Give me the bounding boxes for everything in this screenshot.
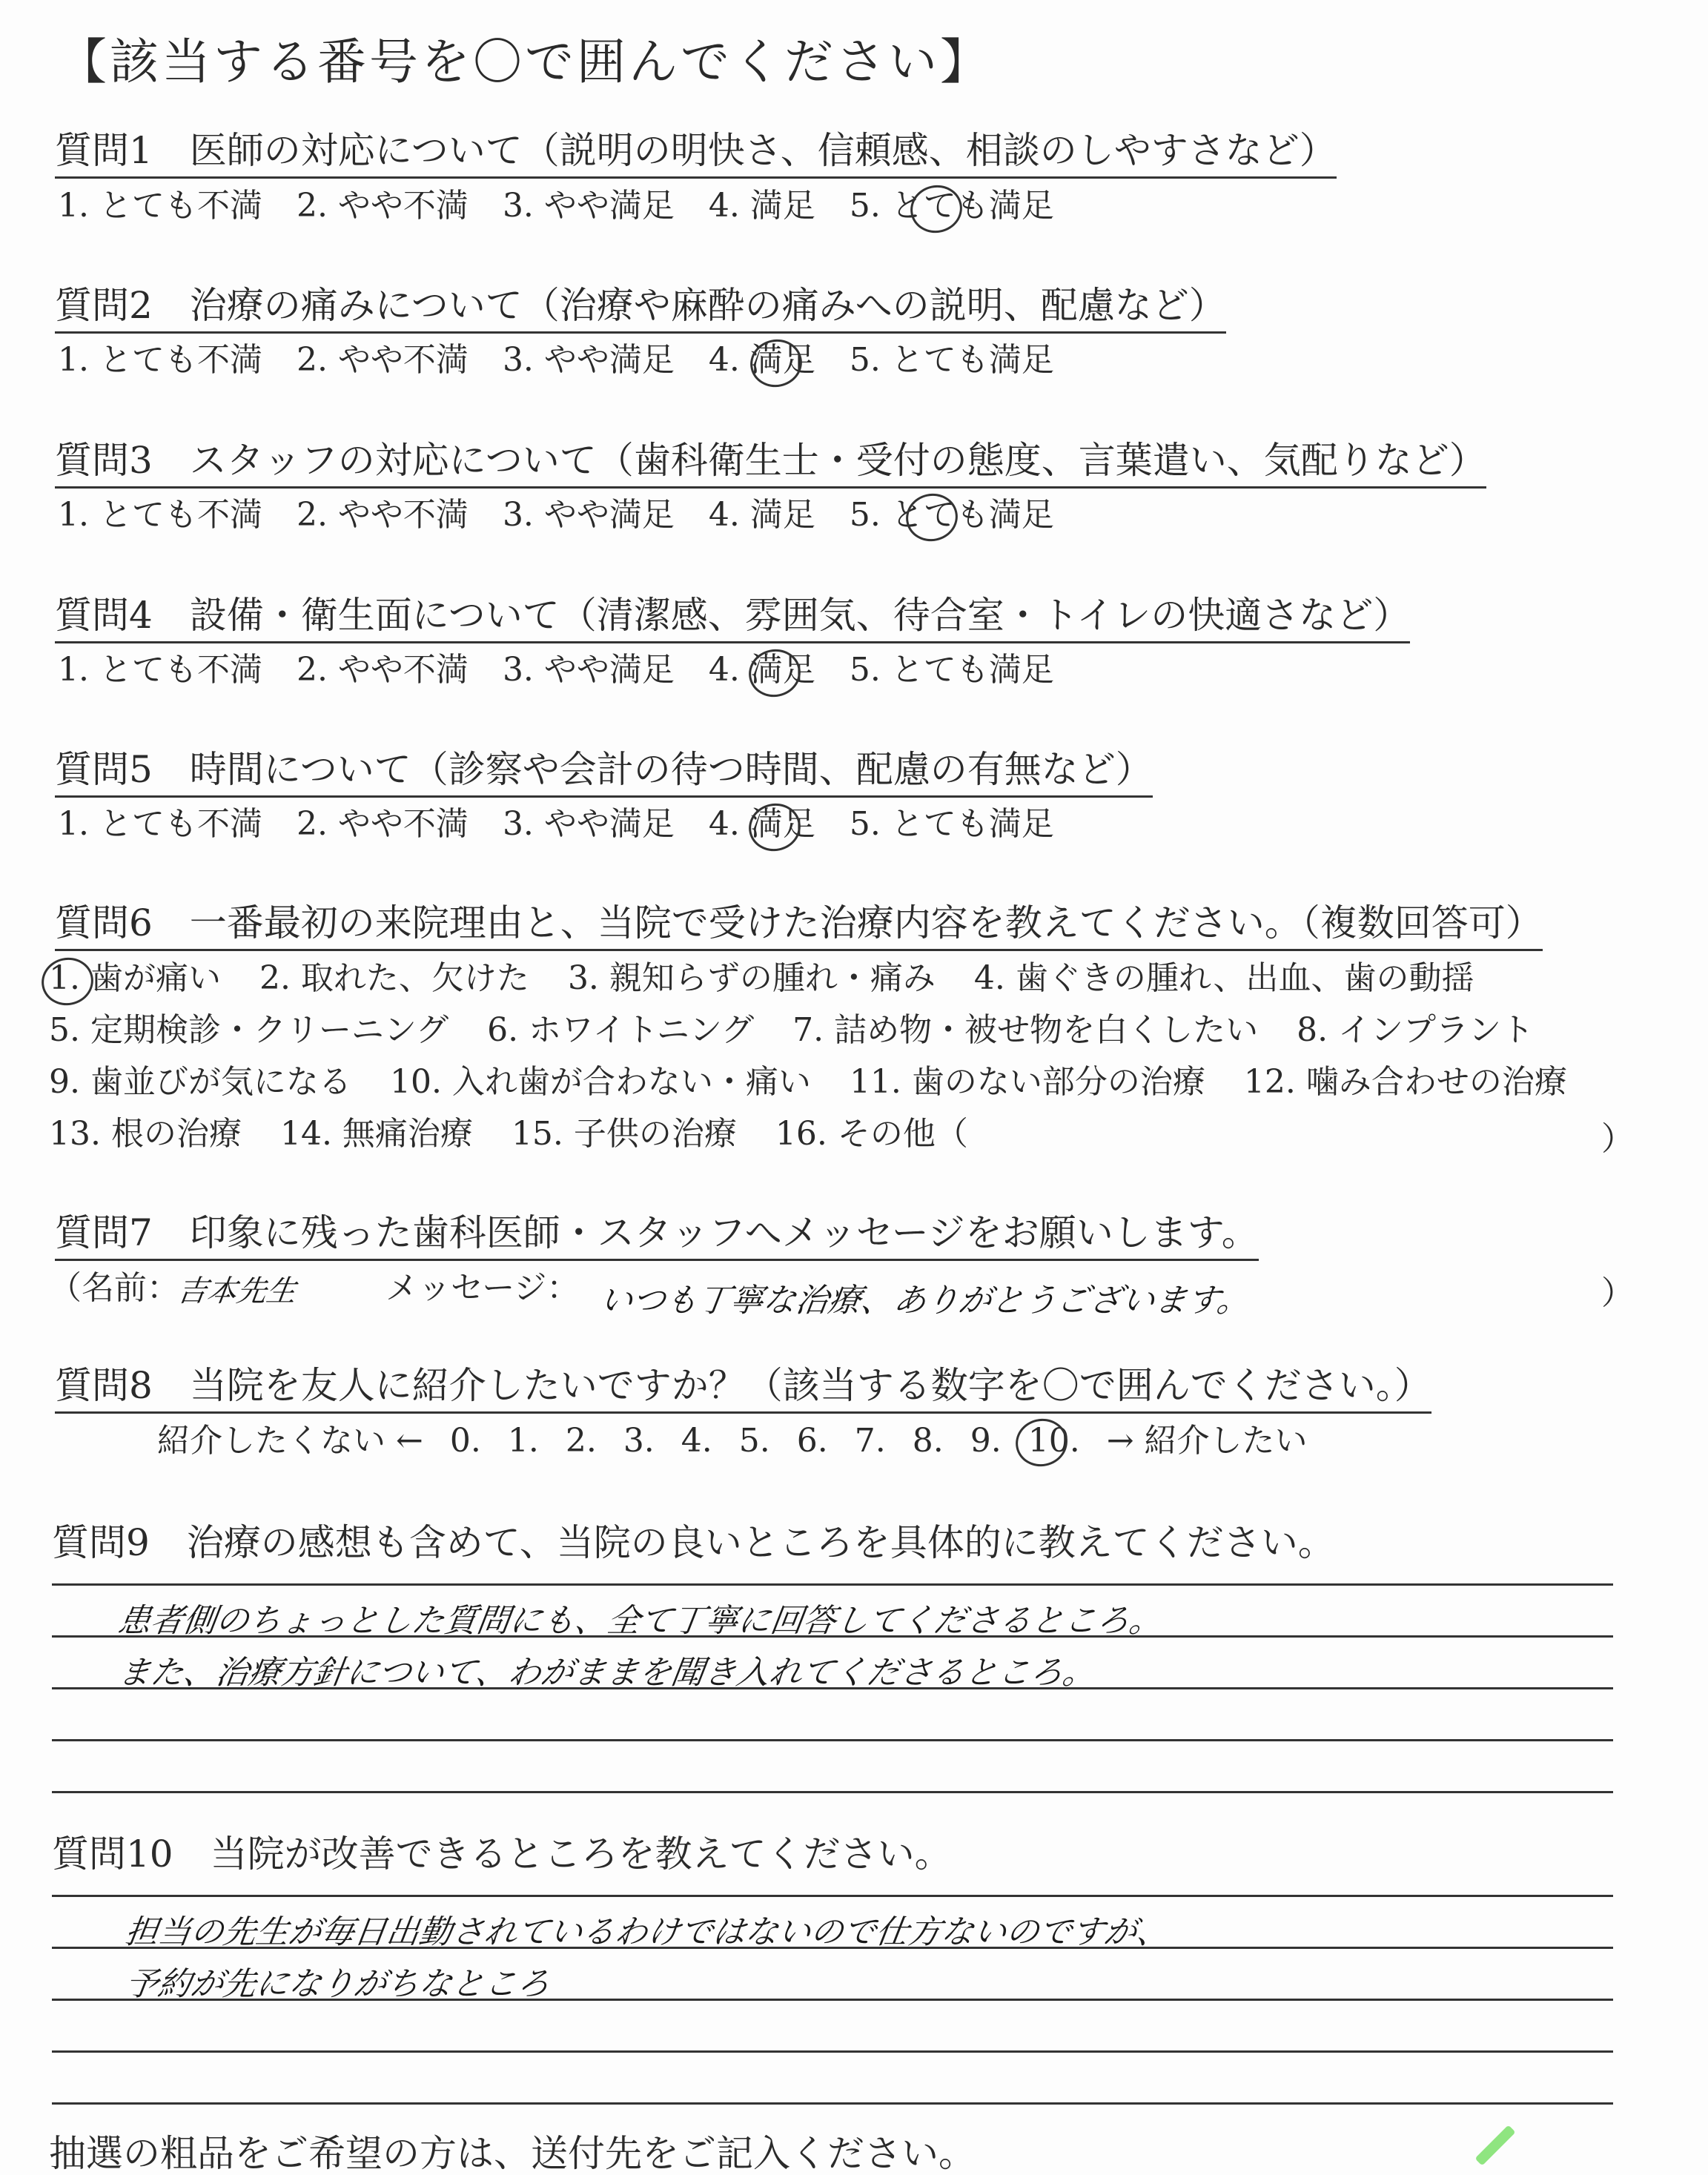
answer-line xyxy=(52,1791,1613,1793)
q10-answer-line-1[interactable]: 担当の先生が毎日出勤されているわけではないので仕方ないのですが、 xyxy=(122,1913,1172,1951)
option[interactable]: 7. 詰め物・被せ物を白くしたい xyxy=(792,1011,1259,1049)
q10-answer-line-2[interactable]: 予約が先になりがちなところ xyxy=(122,1965,552,2003)
option[interactable]: 1. とても不満 xyxy=(58,187,262,225)
option[interactable]: 4. 満足 xyxy=(708,341,815,379)
q7-message-handwritten[interactable]: いつも丁寧な治療、ありがとうございます。 xyxy=(597,1282,1253,1320)
option[interactable]: 2. やや不満 xyxy=(296,496,469,534)
option[interactable]: 4. 満足 xyxy=(708,651,815,689)
option[interactable]: 1. とても不満 xyxy=(58,341,262,379)
q8-scale xyxy=(157,1422,1334,1460)
question-1: 質問1 医師の対応について（説明の明快さ、信頼感、相談のしやすさなど） xyxy=(55,132,1337,179)
q4-options xyxy=(58,651,1088,689)
option[interactable]: 2. やや不満 xyxy=(296,651,469,689)
scale-number[interactable]: 2. xyxy=(565,1422,597,1460)
q5-options xyxy=(58,805,1088,843)
page-title: 【該当する番号を〇で囲んでください】 xyxy=(58,33,992,90)
scale-number[interactable]: 8. xyxy=(912,1422,944,1460)
option[interactable]: 13. 根の治療 xyxy=(49,1115,242,1153)
option[interactable]: 5. とても満足 xyxy=(849,651,1054,689)
answer-line xyxy=(52,1739,1613,1741)
option[interactable]: 10. 入れ歯が合わない・痛い xyxy=(389,1063,811,1101)
option[interactable]: 3. やや満足 xyxy=(502,341,675,379)
q7-name-label: （名前： xyxy=(49,1269,179,1307)
scale-number[interactable]: 4. xyxy=(681,1422,712,1460)
question-10: 質問10 当院が改善できるところを教えてください。 xyxy=(52,1833,952,1876)
q6-other-close-paren: ） xyxy=(1601,1120,1634,1158)
answer-line xyxy=(52,2050,1613,2053)
option[interactable]: 1. 歯が痛い xyxy=(49,959,221,997)
option[interactable]: 5. とても満足 xyxy=(849,496,1054,534)
q6-options-row-1 xyxy=(49,959,1513,997)
question-8: 質問8 当院を友人に紹介したいですか？（該当する数字を〇で囲んでください。） xyxy=(55,1367,1431,1414)
option[interactable]: 3. やや満足 xyxy=(502,187,675,225)
option[interactable]: 5. とても満足 xyxy=(849,187,1054,225)
scale-number[interactable]: 3. xyxy=(623,1422,655,1460)
option[interactable]: 1. とても不満 xyxy=(58,805,262,843)
scale-number[interactable]: 5. xyxy=(738,1422,770,1460)
option[interactable]: 6. ホワイトニング xyxy=(487,1011,755,1049)
q6-options-row-4 xyxy=(49,1115,1007,1153)
scale-right-label: → 紹介したい xyxy=(1106,1422,1308,1460)
option[interactable]: 2. やや不満 xyxy=(296,341,469,379)
option[interactable]: 2. やや不満 xyxy=(296,187,469,225)
q9-answer-line-1[interactable]: 患者側のちょっとした質問にも、全て丁寧に回答してくださるところ。 xyxy=(115,1602,1165,1640)
answer-line xyxy=(52,2102,1613,2105)
scale-number[interactable]: 10. xyxy=(1027,1422,1080,1460)
scale-left-label: 紹介したくない ← xyxy=(157,1422,423,1460)
option[interactable]: 5. とても満足 xyxy=(849,341,1054,379)
question-6: 質問6 一番最初の来院理由と、当院で受けた治療内容を教えてください。（複数回答可） xyxy=(55,904,1543,951)
option[interactable]: 3. 親知らずの腫れ・痛み xyxy=(567,959,936,997)
question-9: 質問9 治療の感想も含めて、当院の良いところを具体的に教えてください。 xyxy=(52,1521,1335,1564)
q7-close-paren: ） xyxy=(1601,1274,1634,1312)
scale-number[interactable]: 9. xyxy=(970,1422,1002,1460)
option[interactable]: 5. とても満足 xyxy=(849,805,1054,843)
option[interactable]: 2. やや不満 xyxy=(296,805,469,843)
option[interactable]: 4. 満足 xyxy=(708,805,815,843)
answer-line xyxy=(52,1583,1613,1586)
question-3: 質問3 スタッフの対応について（歯科衛生士・受付の態度、言葉遣い、気配りなど） xyxy=(55,442,1486,489)
option[interactable]: 4. 満足 xyxy=(708,496,815,534)
footer-note: 抽選の粗品をご希望の方は、送付先をご記入ください。 xyxy=(49,2132,976,2175)
question-2: 質問2 治療の痛みについて（治療や麻酔の痛みへの説明、配慮など） xyxy=(55,287,1226,334)
option[interactable]: 2. 取れた、欠けた xyxy=(259,959,529,997)
option[interactable]: 1. とても不満 xyxy=(58,496,262,534)
answer-line xyxy=(52,1687,1613,1689)
option[interactable]: 15. 子供の治療 xyxy=(511,1115,737,1153)
question-7: 質問7 印象に残った歯科医師・スタッフへメッセージをお願いします。 xyxy=(55,1214,1259,1261)
option[interactable]: 9. 歯並びが気になる xyxy=(49,1063,351,1101)
q2-options xyxy=(58,341,1088,379)
q6-options-row-3 xyxy=(49,1063,1606,1101)
q7-message-label: メッセージ： xyxy=(385,1269,580,1307)
option[interactable]: 1. とても不満 xyxy=(58,651,262,689)
option[interactable]: 4. 歯ぐきの腫れ、出血、歯の動揺 xyxy=(973,959,1474,997)
scale-number[interactable]: 7. xyxy=(854,1422,886,1460)
q9-answer-line-2[interactable]: また、治療方針について、わがままを聞き入れてくださるところ。 xyxy=(115,1654,1099,1692)
highlighter-mark xyxy=(1474,2125,1515,2165)
scale-number[interactable]: 6. xyxy=(796,1422,828,1460)
scale-number[interactable]: 0. xyxy=(449,1422,481,1460)
option[interactable]: 8. インプラント xyxy=(1297,1011,1535,1049)
answer-line xyxy=(52,1947,1613,1949)
option[interactable]: 3. やや満足 xyxy=(502,651,675,689)
answer-line xyxy=(52,1999,1613,2001)
option[interactable]: 16. その他（ xyxy=(775,1115,968,1153)
scale-number[interactable]: 1. xyxy=(507,1422,539,1460)
option[interactable]: 14. 無痛治療 xyxy=(279,1115,473,1153)
answer-line xyxy=(52,1635,1613,1638)
question-4: 質問4 設備・衛生面について（清潔感、雰囲気、待合室・トイレの快適さなど） xyxy=(55,597,1410,643)
option[interactable]: 4. 満足 xyxy=(708,187,815,225)
option[interactable]: 3. やや満足 xyxy=(502,805,675,843)
answer-line xyxy=(52,1895,1613,1897)
question-5: 質問5 時間について（診察や会計の待つ時間、配慮の有無など） xyxy=(55,751,1153,798)
option[interactable]: 11. 歯のない部分の治療 xyxy=(849,1063,1205,1101)
q6-options-row-2 xyxy=(49,1011,1572,1049)
option[interactable]: 5. 定期検診・クリーニング xyxy=(49,1011,449,1049)
option[interactable]: 12. 噛み合わせの治療 xyxy=(1243,1063,1567,1101)
q7-name-handwritten[interactable]: 吉本先生 xyxy=(175,1274,299,1308)
option[interactable]: 3. やや満足 xyxy=(502,496,675,534)
